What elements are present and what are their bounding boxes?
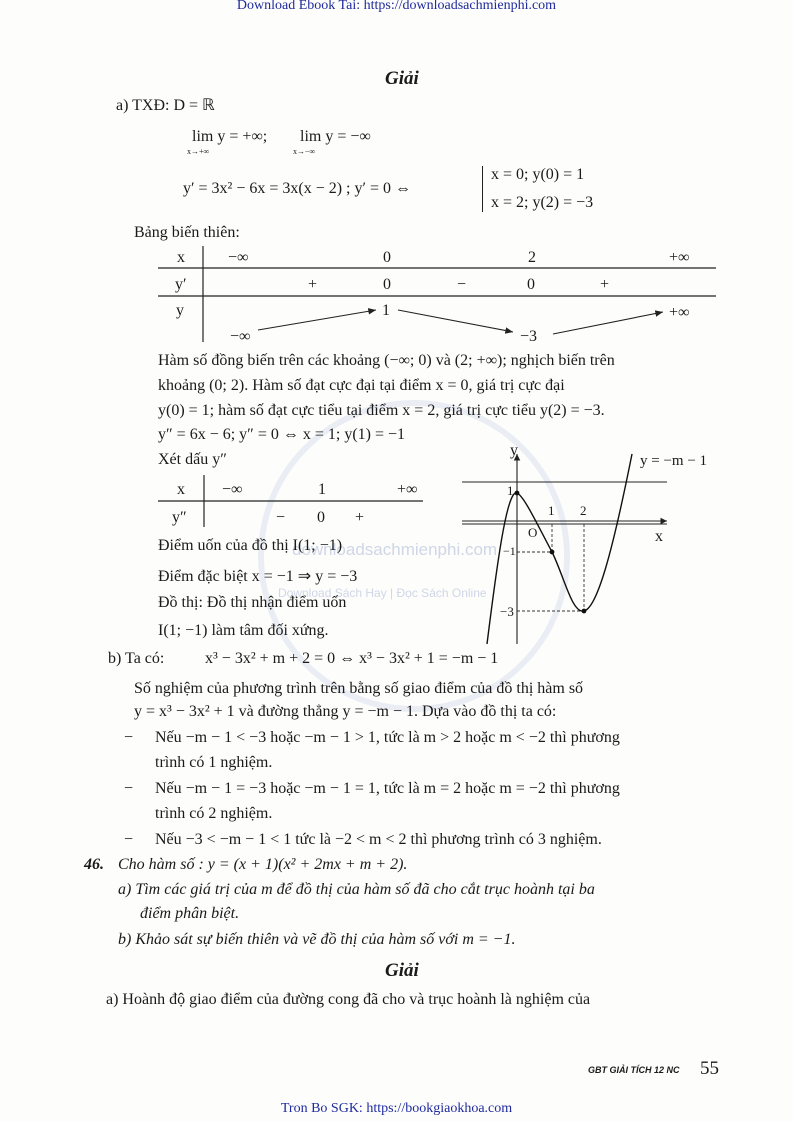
st-x-val: −∞	[222, 481, 243, 498]
case-1-line-2: trình có 1 nghiệm.	[155, 754, 273, 771]
monotonic-text-1: Hàm số đồng biến trên các khoảng (−∞; 0) và (2; +∞); nghịch biến trên	[158, 352, 615, 369]
st-x-val: 1	[318, 481, 326, 498]
graph-line-label: y = −m − 1	[640, 453, 708, 469]
vt-yp-sign: +	[600, 276, 610, 293]
limit-plus: lim y = +∞;	[192, 128, 268, 145]
domain-line: a) TXĐ: D = ℝ	[116, 97, 215, 114]
part-b-text-1: Số nghiệm của phương trình trên bằng số giao điểm của đồ thị hàm số	[134, 680, 584, 697]
variation-table-title: Bảng biến thiên:	[134, 224, 240, 241]
part-b-equation: x³ − 3x² + m + 2 = 0 ⇔ x³ − 3x² + 1 = −m − 1	[205, 650, 499, 667]
vt-y-val: −∞	[230, 328, 251, 345]
vt-y-val: −3	[520, 328, 538, 345]
footer-book-label: GBT GIẢI TÍCH 12 NC	[588, 1065, 680, 1075]
watermark-subtext: Download Sách Hay | Đọc Sách Online	[278, 586, 487, 600]
bullet-dash: −	[124, 831, 134, 848]
bullet-dash: −	[124, 780, 134, 797]
part-b-label: b) Ta có:	[108, 650, 165, 667]
vt-y-label: y	[176, 302, 184, 319]
special-point: Điểm đặc biệt x = −1 ⇒ y = −3	[158, 568, 358, 585]
st-ypp-label: y″	[172, 509, 187, 526]
problem-part-a-1: a) Tìm các giá trị của m để đồ thị của hàm số đã cho cắt trục hoành tại ba	[118, 881, 595, 898]
page-number: 55	[700, 1058, 719, 1079]
vt-y-val: 1	[382, 302, 390, 319]
graph-x-axis-label: x	[655, 528, 663, 545]
critical-point-1: x = 0; y(0) = 1	[491, 166, 585, 183]
graph-tick-y1: 1	[507, 483, 514, 498]
problem-number: 46.	[84, 856, 104, 873]
watermark-text: downloadsachmienphi.com	[292, 540, 498, 559]
problem-part-b: b) Khảo sát sự biến thiên và vẽ đồ thị của hàm số với m = −1.	[118, 931, 516, 948]
part-b-text-2: y = x³ − 3x² + 1 và đường thẳng y = −m − 1. Dựa vào đồ thị ta có:	[134, 703, 557, 720]
vt-y-val: +∞	[669, 304, 690, 321]
vt-yp-sign: 0	[527, 276, 535, 293]
monotonic-text-2: khoảng (0; 2). Hàm số đạt cực đại tại điểm x = 0, giá trị cực đại	[158, 377, 565, 394]
vt-yp-sign: −	[457, 276, 467, 293]
graph-tick-2: 2	[580, 503, 587, 518]
inflection-point: Điểm uốn của đồ thị I(1; −1)	[158, 537, 343, 554]
case-bracket	[482, 166, 483, 212]
problem-part-a-2: điểm phân biệt.	[140, 905, 240, 922]
st-x-label: x	[177, 481, 185, 498]
vt-yp-label: y′	[175, 276, 187, 293]
function-graph	[462, 444, 682, 650]
vt-x-val: 0	[383, 249, 391, 266]
graph-note-1: Đồ thị: Đồ thị nhận điểm uốn	[158, 594, 347, 611]
vt-x-val: +∞	[669, 249, 690, 266]
vt-x-label: x	[177, 249, 185, 266]
graph-origin-label: O	[528, 525, 538, 540]
critical-point-2: x = 2; y(2) = −3	[491, 194, 594, 211]
case-1-line-1: Nếu −m − 1 < −3 hoặc −m − 1 > 1, tức là m > 2 hoặc m < −2 thì phương	[155, 729, 620, 746]
vt-yp-sign: +	[308, 276, 318, 293]
limit-minus-sub: x→−∞	[293, 147, 316, 156]
limit-minus: lim y = −∞	[300, 128, 371, 145]
st-ypp-val: 0	[317, 509, 325, 526]
problem-statement: Cho hàm số : y = (x + 1)(x² + 2mx + m + 2).	[118, 856, 408, 873]
monotonic-text-3: y(0) = 1; hàm số đạt cực tiểu tại điểm x = 2, giá trị cực tiểu y(2) = −3.	[158, 402, 605, 419]
st-ypp-val: +	[355, 509, 365, 526]
vt-x-val: −∞	[228, 249, 249, 266]
limit-plus-sub: x→+∞	[187, 147, 210, 156]
sign-table-title: Xét dấu y″	[158, 451, 227, 468]
derivative-line: y′ = 3x² − 6x = 3x(x − 2) ; y′ = 0 ⇔	[183, 180, 412, 197]
st-ypp-val: −	[276, 509, 286, 526]
case-2-line-2: trình có 2 nghiệm.	[155, 805, 273, 822]
second-derivative: y″ = 6x − 6; y″ = 0 ⇔ x = 1; y(1) = −1	[158, 426, 406, 443]
solution-heading-2: Giải	[385, 960, 419, 981]
vt-yp-sign: 0	[383, 276, 391, 293]
graph-tick-y-neg1: −1	[503, 544, 516, 558]
solution-heading: Giải	[385, 68, 419, 89]
graph-tick-1: 1	[548, 503, 555, 518]
vt-x-val: 2	[528, 249, 536, 266]
graph-tick-y-neg3: −3	[500, 604, 514, 619]
case-2-line-1: Nếu −m − 1 = −3 hoặc −m − 1 = 1, tức là m = 2 hoặc m = −2 thì phương	[155, 780, 620, 797]
top-banner-link[interactable]: Download Ebook Tai: https://downloadsachmienphi.com	[236, 0, 557, 13]
graph-y-axis-label: y	[510, 442, 518, 459]
case-3-line: Nếu −3 < −m − 1 < 1 tức là −2 < m < 2 thì phương trình có 3 nghiệm.	[155, 831, 602, 848]
bottom-banner-link[interactable]: Tron Bo SGK: https://bookgiaokhoa.com	[280, 1101, 513, 1116]
bullet-dash: −	[124, 729, 134, 746]
graph-note-2: I(1; −1) làm tâm đối xứng.	[158, 622, 329, 639]
st-x-val: +∞	[397, 481, 418, 498]
sign-table	[158, 473, 428, 529]
solution-a-text: a) Hoành độ giao điểm của đường cong đã cho và trục hoành là nghiệm của	[106, 991, 591, 1008]
